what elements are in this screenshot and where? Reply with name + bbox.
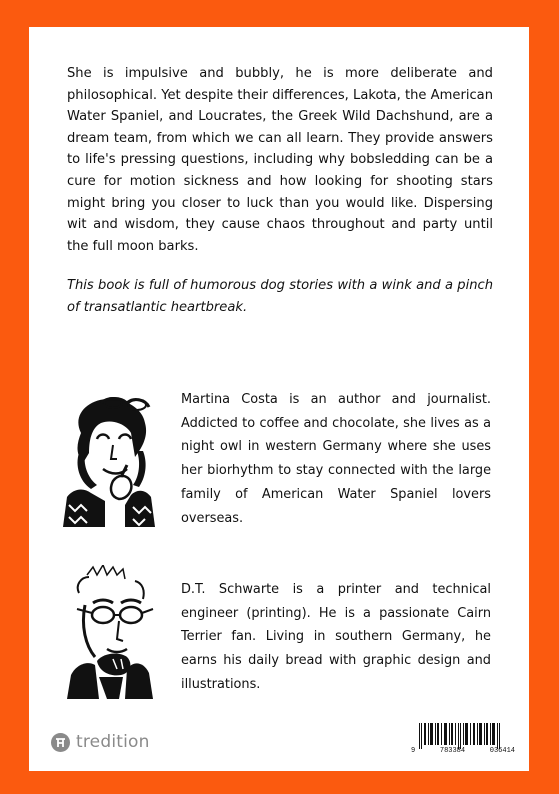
- author-portrait-martina-costa: [61, 393, 157, 527]
- author-bio-dt-schwarte: D.T. Schwarte is a printer and technical engineer (printing). He is a passionate Cairn Terrier fan. Living in southern Germany, he earns his daily bread with graphic design and illustrations.: [181, 582, 491, 692]
- book-tagline: This book is full of humorous dog stories with a wink and a pinch of transatlantic heartbreak.: [67, 278, 493, 315]
- book-blurb: She is impulsive and bubbly, he is more deliberate and philosophical. Yet despite their differences, Lakota, the American Water Spaniel, and Loucrates, the Greek Wild Dachshund, are a dream team, from which we can all learn. They provide answers to life's pressing questions, including why bobsledding can be a cure for motion sickness and how looking for shooting stars might bring you closer to luck than you would like. Dispersing wit and wisdom, they cause chaos throughout and party until the full moon barks.: [67, 66, 493, 254]
- barcode-right-group: 036414: [489, 747, 515, 755]
- back-cover-panel: [29, 27, 529, 771]
- barcode-digits: [411, 747, 515, 755]
- publisher-logo: [51, 729, 150, 755]
- author-bio-martina-costa: Martina Costa is an author and journalist. Addicted to coffee and chocolate, she lives as a night owl in western Germany where she uses her biorhythm to stay connected with the large family of American Water Spaniel lovers overseas.: [181, 392, 491, 526]
- barcode-bars: [411, 723, 515, 749]
- tredition-logo-icon: [51, 733, 70, 752]
- author-portrait-dt-schwarte: [63, 565, 157, 699]
- barcode-lead-digit: 9: [411, 747, 416, 755]
- publisher-name: tredition: [76, 732, 150, 752]
- isbn-barcode: [411, 723, 515, 757]
- barcode-left-group: 783384: [439, 747, 466, 755]
